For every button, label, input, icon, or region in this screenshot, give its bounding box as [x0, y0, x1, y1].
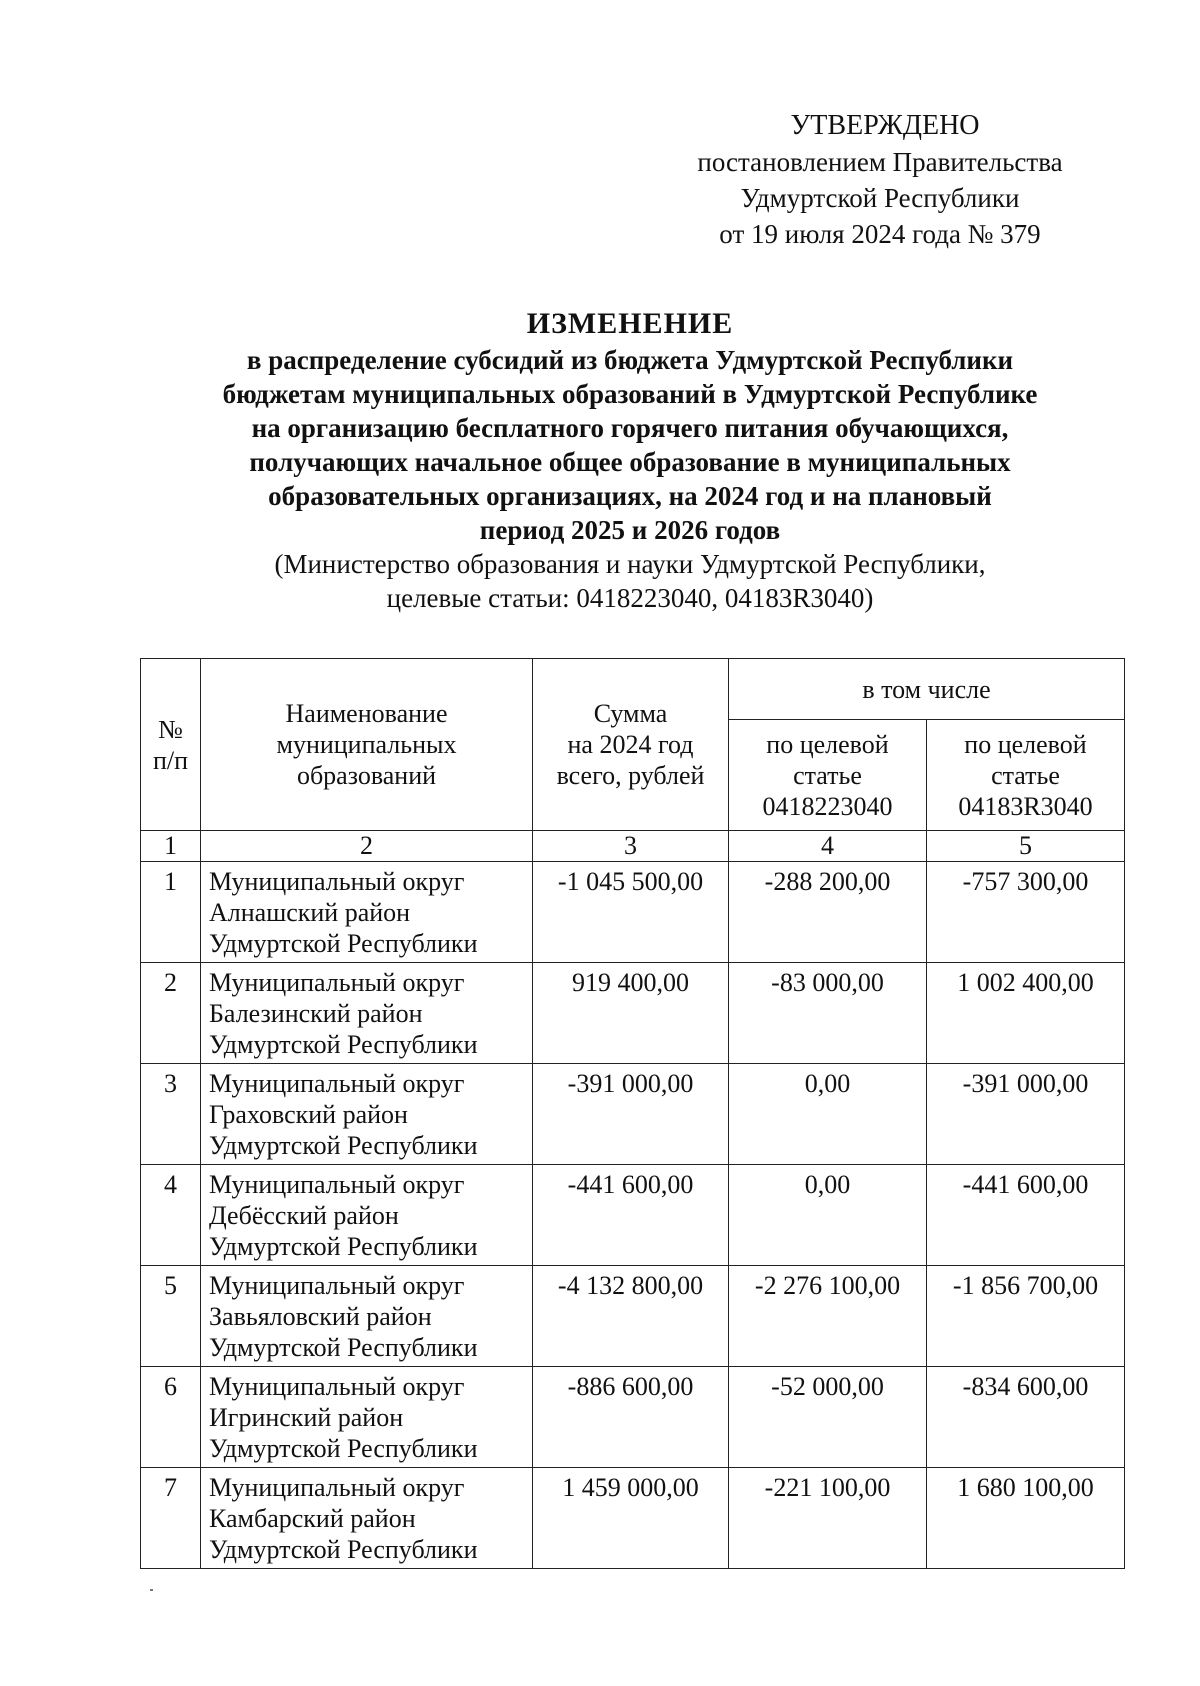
row-name-line: Муниципальный округ — [209, 968, 465, 997]
document-subtitle-line: период 2025 и 2026 годов — [479, 515, 781, 545]
row-name-line: Удмуртской Республики — [209, 1434, 478, 1463]
document-note-line: целевые статьи: 0418223040, 04183R3040) — [386, 583, 874, 613]
row-name-line: Муниципальный округ — [209, 1170, 465, 1199]
header-col5 — [927, 720, 1125, 831]
row-name-line: Удмуртской Республики — [209, 1030, 478, 1059]
header-total-line: на 2024 год — [567, 730, 694, 759]
row-num: 1 — [141, 862, 201, 963]
row-num: 3 — [141, 1064, 201, 1165]
row-name — [201, 1064, 533, 1165]
document-note-line: (Министерство образования и науки Удмуртской Республики, — [274, 549, 986, 579]
document-subtitle-line: получающих начальное общее образование в муниципальных — [249, 447, 1011, 477]
row-num: 6 — [141, 1367, 201, 1468]
table-row — [141, 1064, 1125, 1165]
approval-line-1: постановлением Правительства — [697, 147, 1063, 177]
header-total — [533, 659, 729, 831]
row-name-line: Граховский район — [209, 1100, 408, 1129]
row-name-line: Игринский район — [209, 1403, 404, 1432]
header-col4-line: по целевой — [766, 729, 889, 759]
table-row — [141, 963, 1125, 1064]
row-name-line: Удмуртской Республики — [209, 929, 478, 958]
approval-line-2: Удмуртской Республики — [740, 183, 1020, 213]
column-number: 3 — [533, 831, 729, 862]
row-total: -886 600,00 — [533, 1367, 729, 1468]
scan-speck — [150, 1589, 153, 1591]
table-row — [141, 1367, 1125, 1468]
row-name-line: Дебёсский район — [209, 1201, 399, 1230]
row-col4: 0,00 — [729, 1064, 927, 1165]
column-number-row — [141, 831, 1125, 862]
row-name-line: Камбарский район — [209, 1504, 416, 1533]
row-name-line: Муниципальный округ — [209, 867, 465, 896]
column-number: 5 — [927, 831, 1125, 862]
header-name-line: Наименование — [285, 699, 448, 728]
table-row — [141, 862, 1125, 963]
row-name — [201, 1266, 533, 1367]
row-col5: -834 600,00 — [927, 1367, 1125, 1468]
row-num: 7 — [141, 1468, 201, 1569]
row-col4: -2 276 100,00 — [729, 1266, 927, 1367]
row-total: 1 459 000,00 — [533, 1468, 729, 1569]
row-name-line: Муниципальный округ — [209, 1372, 465, 1401]
row-name-line: Муниципальный округ — [209, 1271, 465, 1300]
row-col4: -52 000,00 — [729, 1367, 927, 1468]
document-subtitle-line: образовательных организациях, на 2024 год и на плановый — [268, 481, 992, 511]
row-name-line: Муниципальный округ — [209, 1473, 465, 1502]
header-name-line: муниципальных — [276, 730, 457, 759]
row-total: -441 600,00 — [533, 1165, 729, 1266]
row-name-line: Удмуртской Республики — [209, 1333, 478, 1362]
header-total-line: Сумма — [593, 699, 668, 728]
row-col5: -391 000,00 — [927, 1064, 1125, 1165]
header-col4-line: статье — [793, 760, 862, 790]
row-name-line: Завьяловский район — [209, 1302, 432, 1331]
row-name — [201, 963, 533, 1064]
header-num-line: п/п — [152, 745, 189, 775]
distribution-table — [140, 658, 1125, 1569]
column-number: 2 — [201, 831, 533, 862]
row-total: -4 132 800,00 — [533, 1266, 729, 1367]
row-total: -1 045 500,00 — [533, 862, 729, 963]
row-name — [201, 1165, 533, 1266]
header-including: в том числе — [729, 659, 1125, 720]
row-col5: -757 300,00 — [927, 862, 1125, 963]
header-total-line: всего, рублей — [556, 761, 705, 790]
header-name-line: образований — [296, 761, 437, 790]
row-col5: 1 680 100,00 — [927, 1468, 1125, 1569]
row-col4: 0,00 — [729, 1165, 927, 1266]
row-col5: -441 600,00 — [927, 1165, 1125, 1266]
document-subtitle-line: на организацию бесплатного горячего питания обучающихся, — [251, 413, 1009, 443]
header-num-line: № — [158, 714, 183, 744]
document-title: ИЗМЕНЕНИЕ — [526, 307, 734, 340]
document-heading — [160, 305, 1100, 615]
row-col4: -288 200,00 — [729, 862, 927, 963]
row-name — [201, 1367, 533, 1468]
row-num: 2 — [141, 963, 201, 1064]
row-num: 4 — [141, 1165, 201, 1266]
row-name — [201, 1468, 533, 1569]
approval-line-3: от 19 июля 2024 года № 379 — [719, 219, 1041, 249]
table-header-row — [141, 659, 1125, 720]
header-col5-line: по целевой — [964, 729, 1087, 759]
row-name-line: Удмуртской Республики — [209, 1535, 478, 1564]
approval-title: УТВЕРЖДЕНО — [790, 110, 980, 141]
row-col5: -1 856 700,00 — [927, 1266, 1125, 1367]
header-col5-line: статье — [991, 760, 1060, 790]
row-col4: -221 100,00 — [729, 1468, 927, 1569]
header-col4-line: 0418223040 — [762, 791, 893, 821]
row-col4: -83 000,00 — [729, 963, 927, 1064]
row-name-line: Удмуртской Республики — [209, 1131, 478, 1160]
table-row — [141, 1165, 1125, 1266]
header-col5-line: 04183R3040 — [958, 791, 1093, 821]
header-num — [141, 659, 201, 831]
approval-block — [640, 108, 1120, 252]
row-name-line: Балезинский район — [209, 999, 423, 1028]
document-subtitle-line: бюджетам муниципальных образований в Удмуртской Республике — [222, 379, 1038, 409]
column-number: 1 — [141, 831, 201, 862]
table-row — [141, 1266, 1125, 1367]
row-name-line: Алнашский район — [209, 898, 411, 927]
row-num: 5 — [141, 1266, 201, 1367]
row-name — [201, 862, 533, 963]
header-col4 — [729, 720, 927, 831]
row-total: -391 000,00 — [533, 1064, 729, 1165]
header-name — [201, 659, 533, 831]
document-subtitle-line: в распределение субсидий из бюджета Удмуртской Республики — [246, 345, 1014, 375]
distribution-table-wrapper — [140, 658, 1125, 1569]
row-total: 919 400,00 — [533, 963, 729, 1064]
row-col5: 1 002 400,00 — [927, 963, 1125, 1064]
column-number: 4 — [729, 831, 927, 862]
table-row — [141, 1468, 1125, 1569]
row-name-line: Удмуртской Республики — [209, 1232, 478, 1261]
row-name-line: Муниципальный округ — [209, 1069, 465, 1098]
